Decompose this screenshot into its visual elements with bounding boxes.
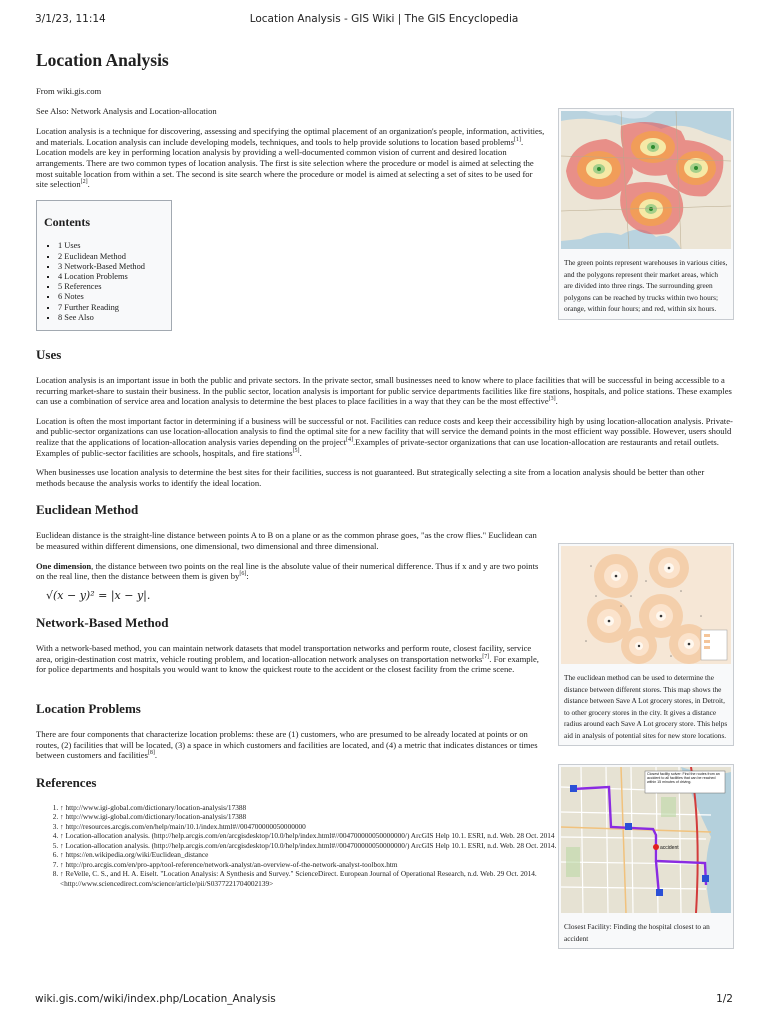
figure-caption: Closest Facility: Finding the hospital closest to an accident [564,922,710,943]
print-datetime: 3/1/23, 11:14 [35,13,106,25]
toc-item[interactable]: ▪ 2 Euclidean Method [58,252,164,262]
toc-item[interactable]: ▪ 3 Network-Based Method [58,262,164,272]
toc-title: Contents [44,214,91,229]
network-paragraph: With a network-based method, you can maintain network datasets that model transportation networks and perform route, closest facility, service area, origin-destination cost matrix, vehicle routing problem, and location-allocation network analyses on transportation networks[7]. For example, for police departments and hospitals you would want to know the quickest route to the accident or the closest facility from the crime scene. [36,643,539,675]
map-info-box: Closest facility solver: Find the routes from an accident to all facilities that can be reached within 15 minutes of driving. [647,772,720,785]
accident-label: accident [660,845,679,851]
reference-item[interactable]: 7. ↑ http://pro.arcgis.com/en/pro-app/tool-reference/network-analyst/an-overview-of-the-network-analyst-toolbox.htm [60,860,575,870]
ref-link[interactable]: [8] [147,750,155,757]
euclidean-paragraph-2: One dimension, the distance between two points on the real line is the absolute value of their numerical difference. Thus if x and y are two points on the real line, then the distance between them is given by[6]: [36,560,539,582]
uses-paragraph-1: Location analysis is an important issue in both the public and private sectors. In the private sector, small businesses need to know where to place facilities that will be successful in being accessible to a recurring market-share to sustain their business. In the public sector, location analysis is important for public service departments facilities like fire stations, hospitals, and police stations. These examples can use a combination of service area and location analysis to determine the best places to place facilities in a way that they can be the most effective[3]. [36,374,732,407]
toc-list [44,241,164,323]
ref-link[interactable]: [1] [514,136,522,143]
section-heading-euclidean: Euclidean Method [36,502,139,518]
print-page-title: Location Analysis - GIS Wiki | The GIS Encyclopedia [249,13,519,25]
ref-link[interactable]: [6] [239,571,247,578]
figure-market-areas [558,108,734,320]
closest-facility-map-image[interactable] [561,767,731,918]
reference-item[interactable]: 6. ↑ https://en.wikipedia.org/wiki/Euclidean_distance [60,850,575,860]
reference-item[interactable]: 1. ↑ http://www.igi-global.com/dictionary/location-analysis/17388 [60,803,575,813]
article-title: Location Analysis [36,50,169,70]
print-page-number: 1/2 [716,993,733,1005]
reference-item[interactable]: 3. ↑ http://resources.arcgis.com/en/help/main/10.1/index.html#//004700000050000000 [60,822,575,832]
reference-item[interactable]: 8. ↑ ReVelle, C. S., and H. A. Eiselt. "Location Analysis: A Synthesis and Survey." ScienceDirect. European Journal of Operational Research, n.d. Web. 29 Oct. 2014. <http://www.sciencedirect.com/science/article/pii/S0377221704002139> [60,869,575,888]
euclidean-map-image[interactable] [561,546,731,669]
uses-paragraph-3: When businesses use location analysis to determine the best sites for their facilities, success is not guaranteed. But strategically selecting a site from a location analysis should be better than other methods because the analysis works to identify the ideal location. [36,467,705,488]
euclidean-paragraph-1: Euclidean distance is the straight-line distance between points A to B on a plane or as the common phrase goes, "as the crow flies." Euclidean can be measured within different dimensions, one dimensional, two dimensional and three dimensional. [36,530,537,551]
figure-closest-facility [558,764,734,949]
ref-link[interactable]: [4] [345,437,353,444]
ref-link[interactable]: [2] [80,179,88,186]
ref-link[interactable]: [3] [548,396,556,403]
toc-item[interactable]: ▪ 6 Notes [58,292,164,302]
toc-item[interactable]: ▪ 5 References [58,282,164,292]
problems-paragraph: There are four components that characterize location problems: these are (1) customers, who are presumed to be already located at points or on routes, (2) facilities that will be located, (3) a space in which customers and facilities are located, and (4) a metric that indicates distances or times between customers and facilities[8]. [36,729,538,761]
market-area-map-image[interactable] [561,111,731,254]
reference-item[interactable]: 4. ↑ Location-allocation analysis. (http://help.arcgis.com/en/arcgisdesktop/10.0/help/index.html#//004700000050000000/) ArcGIS Help 10.1. ESRI, n.d. Web. 28 Oct. 2014 [60,831,575,841]
uses-paragraph-2: Location is often the most important factor in determining if a business will be successful or not. Facilities can reduce costs and keep their accessibility high by using location-allocation analysis. Private- and public-sector organizations can use location-allocation analysis to find the optimal site for a new facility that will service the demand points in the most efficient way possible. However, users should realize that the applications of location-allocation analysis varies depending on the project[4].Examples of private-sector organizations that can use location-allocation are restaurants and retail outlets. Examples of public-sector facilities are schools, hospitals, and fire stations[5]. [36,415,733,458]
distance-formula: √(x − y)² = |x − y|. [46,588,151,602]
reference-item[interactable]: 5. ↑ Location-allocation analysis. (http://help.arcgis.com/en/arcgisdesktop/10.0/help/index.html#//004700000050000000/) ArcGIS Help 10.1. ESRI, n.d. Web. 28 Oct. 2014. [60,841,575,851]
references-list [36,803,575,889]
section-heading-network: Network-Based Method [36,615,169,631]
figure-caption: The euclidean method can be used to determine the distance between different stores. This map shows the distance between Save A Lot grocery stores, in Detroit, to other grocery stores in the city. It gives a distance radius around each Save A Lot grocery store. This helps aid in analysis of potential sites for new store locations. [564,673,728,740]
ref-link[interactable]: [7] [482,654,490,661]
section-heading-uses: Uses [36,346,62,362]
toc-item[interactable]: ▪ 1 Uses [58,241,164,251]
reference-item[interactable]: 2. ↑ http://www.igi-global.com/dictionary/location-analysis/17388 [60,812,575,822]
figure-caption: The green points represent warehouses in various cities, and the polygons represent their market areas, which are divided into three rings. The surrounding green polygons can be reached by trucks within two hours; orange, within four hours; and red, within six hours. [564,258,728,313]
table-of-contents [36,200,172,331]
toc-item[interactable]: ▪ 8 See Also [58,313,164,323]
from-line: From wiki.gis.com [36,86,102,96]
section-heading-problems: Location Problems [36,701,141,717]
section-heading-references: References [36,774,97,790]
toc-item[interactable]: ▪ 7 Further Reading [58,303,164,313]
toc-item[interactable]: ▪ 4 Location Problems [58,272,164,282]
figure-euclidean-map [558,543,734,746]
see-also-line[interactable]: See Also: Network Analysis and Location-allocation [36,105,217,116]
print-url: wiki.gis.com/wiki/index.php/Location_Analysis [35,993,276,1005]
intro-paragraph: Location analysis is a technique for discovering, assessing and specifying the optimal placement of an organization's people, information, activities, and materials. Location analysis can include developing models, techniques, and tools to help provide solutions to location based problems[1]. Location models are key in performing location analysis by providing a well-documented common vision of current and desired location arrangements. There are two common types of location analysis. The first is site selection where the procedure or model is aimed at selecting the most suitable location from within a set. The second is site search where the procedure or model is aimed at selecting a set of sites to be used for site selection[2]. [36,126,545,190]
ref-link[interactable]: [5] [292,447,300,454]
